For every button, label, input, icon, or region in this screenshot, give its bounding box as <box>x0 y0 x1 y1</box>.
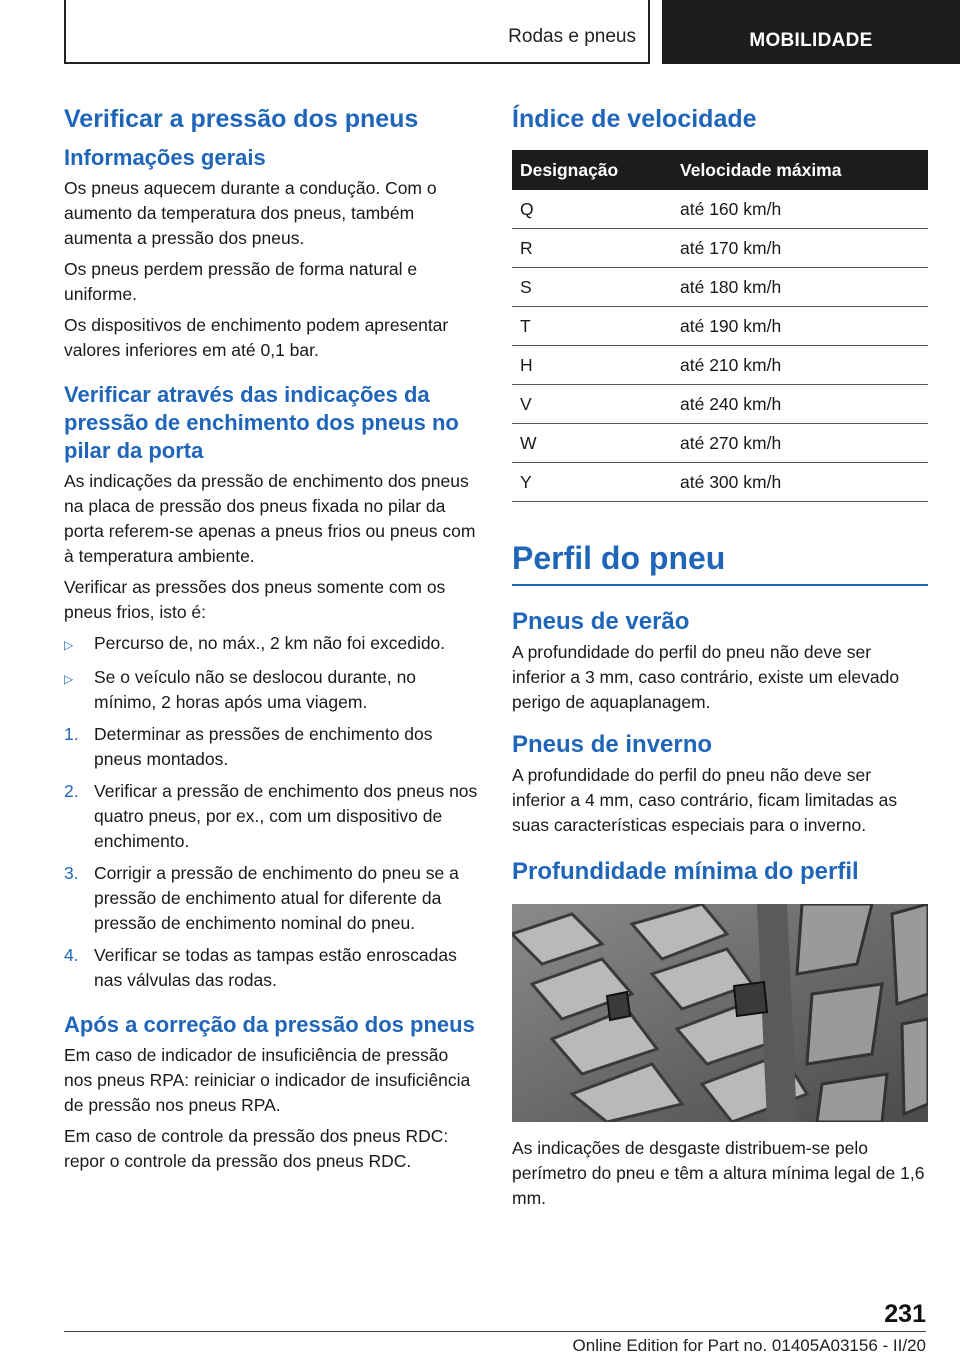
figure-caption: As indicações de desgaste distribuem-se pelo perímetro do pneu e têm a altura mínima legal de 1,6 mm. <box>512 1138 925 1208</box>
section-title-tread-profile: Perfil do pneu <box>512 538 928 586</box>
cell-max-speed: até 240 km/h <box>670 385 928 424</box>
cell-designation: Y <box>512 463 670 502</box>
right-column <box>512 100 928 1217</box>
paragraph: A profundidade do perfil do pneu não deve ser inferior a 3 mm, caso contrário, existe um elevado perigo de aquaplanagem. <box>512 642 900 712</box>
step-text: Verificar se todas as tampas estão enroscadas nas válvulas das rodas. <box>94 945 457 990</box>
table-row <box>512 229 928 268</box>
cell-designation: V <box>512 385 670 424</box>
column-header-max-speed: Velocidade máxima <box>670 150 928 190</box>
heading-winter-tires: Pneus de inverno <box>512 731 713 758</box>
bullet-text: Percurso de, no máx., 2 km não foi excedido. <box>94 633 446 653</box>
paragraph: As indicações da pressão de enchimento dos pneus na placa de pressão dos pneus fixada no pilar da porta referem-se apenas a pneus frios ou pneus com à temperatura ambiente. <box>64 471 476 566</box>
bullet-text: Se o veículo não se deslocou durante, no mínimo, 2 horas após uma viagem. <box>94 667 417 712</box>
step-item <box>64 861 478 936</box>
paragraph: Os dispositivos de enchimento podem apresentar valores inferiores em até 0,1 bar. <box>64 315 449 360</box>
cell-designation: R <box>512 229 670 268</box>
cell-designation: W <box>512 424 670 463</box>
column-header-designation: Designação <box>512 150 670 190</box>
cell-max-speed: até 160 km/h <box>670 190 928 229</box>
step-number: 3. <box>64 863 79 883</box>
cell-max-speed: até 170 km/h <box>670 229 928 268</box>
paragraph: Verificar as pressões dos pneus somente com os pneus frios, isto é: <box>64 577 446 622</box>
header-bottom-rule <box>64 62 650 64</box>
cell-designation: T <box>512 307 670 346</box>
header-separator <box>648 0 650 64</box>
cell-designation: Q <box>512 190 670 229</box>
triangle-bullet-icon: ▷ <box>64 672 74 686</box>
step-item <box>64 779 478 854</box>
cell-designation: S <box>512 268 670 307</box>
bullet-item <box>64 631 478 658</box>
table-row <box>512 385 928 424</box>
step-number: 1. <box>64 724 79 744</box>
paragraph: Os pneus aquecem durante a condução. Com o aumento da temperatura dos pneus, também aumenta a pressão dos pneus. <box>64 178 437 248</box>
triangle-bullet-icon: ▷ <box>64 638 74 652</box>
table-header-row <box>512 150 928 190</box>
cell-designation: H <box>512 346 670 385</box>
heading-minimum-depth: Profundidade mínima do perfil <box>512 858 859 885</box>
header-left-rule <box>64 0 66 64</box>
footer-rule <box>64 1331 926 1332</box>
step-text: Corrigir a pressão de enchimento do pneu se a pressão de enchimento atual for diferente da pressão de enchimento nominal do pneu. <box>94 863 459 933</box>
cell-max-speed: até 210 km/h <box>670 346 928 385</box>
table-row <box>512 307 928 346</box>
table-row <box>512 424 928 463</box>
step-text: Determinar as pressões de enchimento dos pneus montados. <box>94 724 433 769</box>
heading-general-info: Informações gerais <box>64 145 266 170</box>
step-item <box>64 943 478 993</box>
tire-tread-illustration <box>512 904 928 1122</box>
bullet-item <box>64 665 478 715</box>
section-title-check-pressure: Verificar a pressão dos pneus <box>64 105 419 133</box>
section-title-speed-index: Índice de velocidade <box>512 105 757 133</box>
table-row <box>512 268 928 307</box>
cell-max-speed: até 270 km/h <box>670 424 928 463</box>
step-text: Verificar a pressão de enchimento dos pneus nos quatro pneus, por ex., com um dispositivo de enchimento. <box>94 781 478 851</box>
cell-max-speed: até 190 km/h <box>670 307 928 346</box>
paragraph: Em caso de controle da pressão dos pneus RDC: repor o controle da pressão dos pneus RDC. <box>64 1126 449 1171</box>
tire-tread-wear-indicator-image <box>512 904 928 1122</box>
heading-after-correction: Após a correção da pressão dos pneus <box>64 1012 475 1037</box>
table-row <box>512 463 928 502</box>
heading-summer-tires: Pneus de verão <box>512 608 690 635</box>
table-row <box>512 346 928 385</box>
header-chapter-tab: MOBILIDADE <box>662 0 960 64</box>
footer-edition: Online Edition for Part no. 01405A03156 - II/20 <box>572 1336 926 1355</box>
step-number: 4. <box>64 945 79 965</box>
cell-max-speed: até 300 km/h <box>670 463 928 502</box>
page-number: 231 <box>884 1300 926 1328</box>
speed-index-table <box>512 150 928 502</box>
table-row <box>512 190 928 229</box>
step-number: 2. <box>64 781 79 801</box>
spacer <box>512 502 928 538</box>
step-item <box>64 722 478 772</box>
header-section-title: Rodas e pneus <box>508 26 636 47</box>
cell-max-speed: até 180 km/h <box>670 268 928 307</box>
left-column <box>64 100 478 1180</box>
heading-check-door-pillar: Verificar através das indicações da pressão de enchimento dos pneus no pilar da porta <box>64 382 459 463</box>
paragraph: Em caso de indicador de insuficiência de pressão nos pneus RPA: reiniciar o indicador de insuficiência de pressão nos pneus RPA. <box>64 1045 471 1115</box>
paragraph: Os pneus perdem pressão de forma natural e uniforme. <box>64 259 418 304</box>
paragraph: A profundidade do perfil do pneu não deve ser inferior a 4 mm, caso contrário, ficam limitadas as suas características especiais para o inverno. <box>512 765 898 835</box>
